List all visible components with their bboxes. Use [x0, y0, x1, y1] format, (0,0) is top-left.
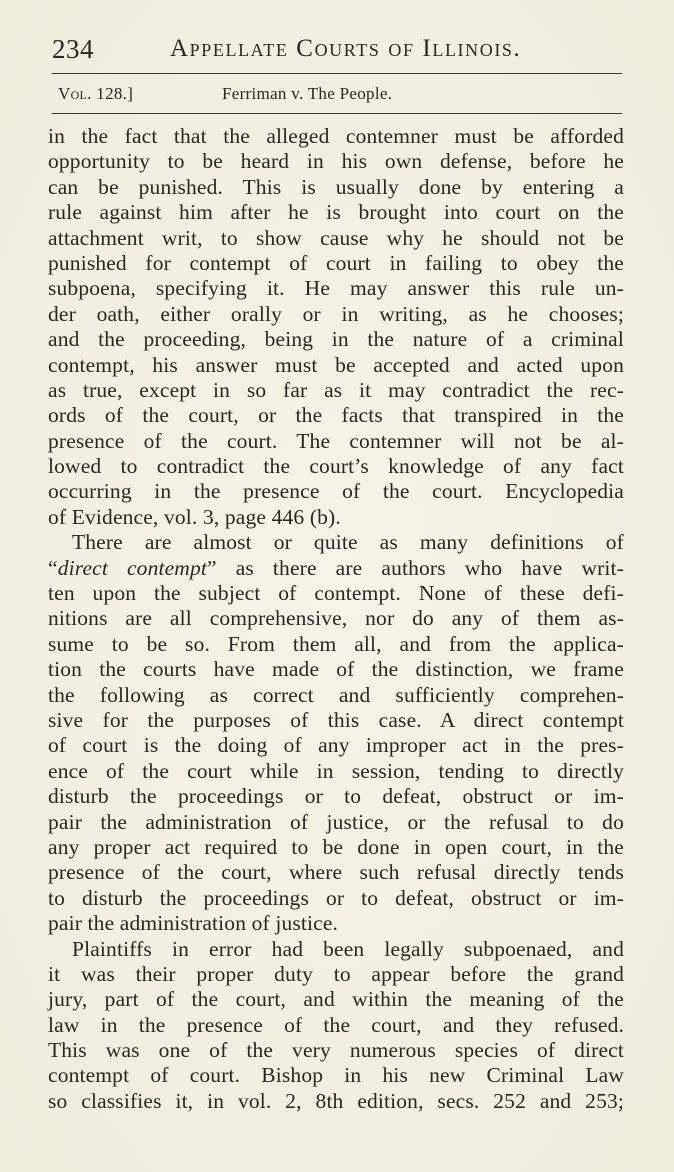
- text-line-with-italic: “direct contempt” as there are authors who have writ-: [48, 555, 624, 580]
- case-name: Ferriman v. The People.: [222, 84, 393, 103]
- text-line: nitions are all comprehensive, nor do any of them as-: [48, 606, 624, 631]
- paragraph-start-line: Plaintiffs in error had been legally subpoenaed, and: [72, 936, 624, 961]
- text-line: sive for the purposes of this case. A direct contempt: [48, 707, 624, 732]
- text-line: lowed to contradict the court’s knowledge of any fact: [48, 454, 624, 479]
- text-line: sume to be so. From them all, and from the applica-: [48, 631, 624, 656]
- text-line: as true, except in so far as it may contradict the rec-: [48, 377, 624, 402]
- text-line: can be punished. This is usually done by entering a: [48, 174, 624, 199]
- text-line: attachment writ, to show cause why he should not be: [48, 225, 624, 250]
- italic-term: direct contempt: [57, 555, 207, 580]
- text-line: in the fact that the alleged contemner must be afforded: [48, 124, 624, 148]
- text-line: subpoena, specifying it. He may answer this rule un-: [48, 276, 624, 301]
- text-line: to disturb the proceedings or to defeat, obstruct or im-: [48, 885, 624, 910]
- text-line: it was their proper duty to appear before the grand: [48, 961, 624, 986]
- text-line: contempt, his answer must be accepted and acted upon: [48, 352, 624, 377]
- text-line: of court is the doing of any improper act in the pres-: [48, 733, 624, 758]
- text-line: and the proceeding, being in the nature of a criminal: [48, 327, 624, 352]
- header-rule-top: [52, 73, 622, 74]
- text-line: presence of the court, where such refusal directly tends: [48, 860, 624, 885]
- text-line: occurring in the presence of the court. Encyclopedia: [48, 479, 624, 504]
- text-line: ten upon the subject of contempt. None of these defi-: [48, 581, 624, 606]
- paragraph-start-line: There are almost or quite as many definitions of: [72, 530, 624, 555]
- text-line: punished for contempt of court in failing to obey the: [48, 250, 624, 275]
- text-line: disturb the proceedings or to defeat, obstruct or im-: [48, 784, 624, 809]
- text-line: rule against him after he is brought into court on the: [48, 200, 624, 225]
- text-line: tion the courts have made of the distinction, we frame: [48, 657, 624, 682]
- volume-label: Vol. 128.]: [58, 84, 134, 103]
- text-line: contempt of court. Bishop in his new Criminal Law: [48, 1063, 624, 1088]
- header-rule-bottom: [52, 113, 622, 114]
- text-line: jury, part of the court, and within the meaning of the: [48, 987, 624, 1012]
- text-line: the following as correct and sufficiently comprehen-: [48, 682, 624, 707]
- text-line: This was one of the very numerous species of direct: [48, 1038, 624, 1063]
- page-number: 234: [52, 34, 94, 64]
- running-head: [52, 34, 622, 70]
- sub-head: [58, 84, 618, 108]
- text-line: ords of the court, or the facts that transpired in the: [48, 403, 624, 428]
- text-line: presence of the court. The contemner will not be al-: [48, 428, 624, 453]
- text-line: any proper act required to be done in open court, in the: [48, 834, 624, 859]
- text-line: so classifies it, in vol. 2, 8th edition, secs. 252 and 253;: [48, 1088, 624, 1113]
- text-line: pair the administration of justice, or the refusal to do: [48, 809, 624, 834]
- text-line: ence of the court while in session, tending to directly: [48, 758, 624, 783]
- body-text: [48, 124, 624, 1114]
- text-line: pair the administration of justice.: [48, 911, 339, 936]
- journal-title: Appellate Courts of Illinois.: [170, 35, 522, 62]
- text-line: der oath, either orally or in writing, as he chooses;: [48, 301, 624, 326]
- text-line: opportunity to be heard in his own defense, before he: [48, 149, 624, 174]
- text-line: law in the presence of the court, and they refused.: [48, 1012, 624, 1037]
- text-line: of Evidence, vol. 3, page 446 (b).: [48, 504, 341, 529]
